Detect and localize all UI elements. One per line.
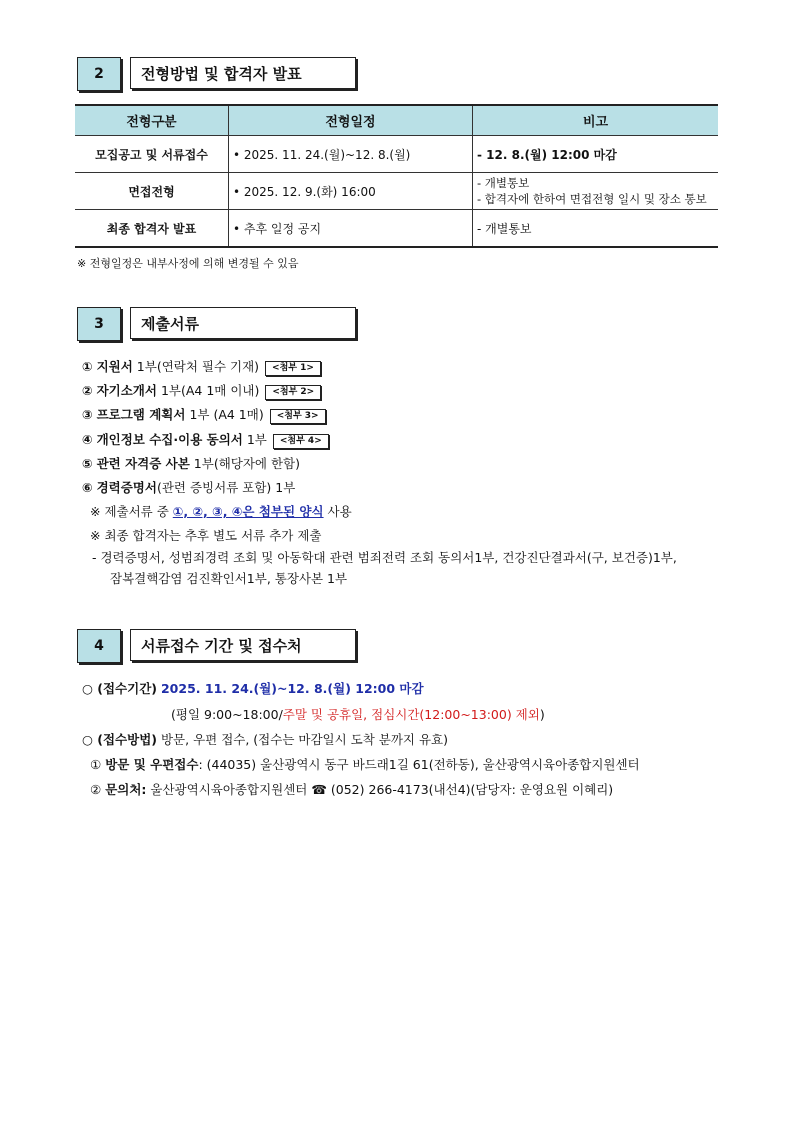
remark-line: - 12. 8.(월) 12:00 마감: [477, 147, 617, 162]
document-item: [82, 357, 321, 376]
method-line: [82, 730, 448, 748]
hours-text: (평일 9:00~18:00/: [171, 707, 283, 722]
contact-number: ②: [90, 782, 102, 797]
address-value: : (44035) 울산광역시 동구 바드래1길 61(전하동), 울산광역시육아종합지원센터: [198, 757, 640, 772]
item-number: ②: [82, 383, 93, 399]
item-number: ⑤: [82, 455, 93, 471]
stage-cell: 모집공고 및 서류접수: [75, 136, 229, 173]
schedule-cell: • 2025. 11. 24.(월)~12. 8.(월): [229, 136, 473, 173]
item-detail: 1부 (A4 1매): [185, 407, 264, 423]
section-number: 3: [77, 307, 121, 341]
column-header: 비고: [473, 105, 719, 136]
section-title: 서류접수 기간 및 접수처: [130, 629, 356, 661]
hours-exclusion: 주말 및 공휴일, 점심시간(12:00~13:00) 제외: [282, 707, 540, 722]
address-label: 방문 및 우편접수: [105, 757, 199, 772]
document-item: [82, 381, 321, 400]
contact-value: 울산광역시육아종합지원센터 ☎ (052) 266-4173(내선4)(담당자: 운영요원 이혜리): [146, 782, 614, 797]
item-name: 자기소개서: [96, 383, 157, 399]
extra-docs-line-1: - 경력증명서, 성범죄경력 조회 및 아동학대 관련 범죄전력 조회 동의서1부, 건강진단결과서(구, 보건증)1부,: [92, 550, 677, 565]
stage-cell: 면접전형: [75, 173, 229, 210]
item-detail: (관련 증빙서류 포함) 1부: [156, 480, 296, 495]
item-number: ④: [82, 431, 93, 447]
table-header-row: [75, 105, 718, 136]
column-header: 전형구분: [75, 105, 229, 136]
period-label: ○ (접수기간): [82, 681, 157, 696]
item-number: ①: [82, 359, 93, 374]
table-row: [75, 136, 718, 173]
method-value: 방문, 우편 접수, (접수는 마감일시 도착 분까지 유효): [157, 732, 448, 747]
document-item: [82, 430, 329, 449]
item-name: 프로그램 계획서: [96, 407, 186, 423]
remark-cell: [473, 173, 719, 210]
table-row: [75, 173, 718, 210]
hours-text: ): [539, 707, 545, 722]
item-name: 개인정보 수집·이용 동의서: [96, 431, 243, 447]
attachment-emphasis: ①, ②, ③, ④은 첨부된 양식: [172, 504, 324, 519]
document-item: [82, 405, 326, 424]
section-title: 전형방법 및 합격자 발표: [130, 57, 356, 89]
method-label: ○ (접수방법): [82, 732, 157, 747]
note-text: 사용: [323, 504, 352, 519]
schedule-cell: • 2025. 12. 9.(화) 16:00: [229, 173, 473, 210]
note-text: ※ 제출서류 중: [90, 504, 173, 519]
section-number: 2: [77, 57, 121, 91]
remark-line: - 합격자에 한하여 면접전형 일시 및 장소 통보: [477, 192, 707, 206]
contact-label: 문의처:: [105, 782, 147, 797]
final-docs-note: ※ 최종 합격자는 추후 별도 서류 추가 제출: [90, 528, 322, 543]
hours-line: [171, 705, 545, 723]
document-item: [82, 478, 295, 496]
attachment-note: [90, 502, 352, 520]
address-number: ①: [90, 757, 102, 772]
stage-cell: 최종 합격자 발표: [75, 210, 229, 248]
schedule-note: ※ 전형일정은 내부사정에 의해 변경될 수 있음: [77, 257, 299, 270]
remark-line: - 개별통보: [477, 176, 530, 190]
schedule-cell: • 추후 일정 공지: [229, 210, 473, 248]
item-name: 지원서: [96, 359, 133, 374]
extra-docs-line-2: 잠복결핵감염 검진확인서1부, 통장사본 1부: [110, 571, 348, 586]
period-value: 2025. 11. 24.(월)~12. 8.(월) 12:00 마감: [160, 681, 424, 696]
period-line: [82, 679, 424, 697]
section-number: 4: [77, 629, 121, 663]
remark-cell: [473, 210, 719, 248]
item-name: 경력증명서: [96, 480, 157, 495]
attachment-tag: <첨부 4>: [273, 434, 329, 449]
item-detail: 1부(연락처 필수 기재): [132, 359, 260, 374]
section-title: 제출서류: [130, 307, 356, 339]
attachment-tag: <첨부 3>: [270, 409, 326, 424]
item-number: ⑥: [82, 480, 93, 495]
item-detail: 1부(A4 1매 이내): [156, 383, 260, 399]
column-header: 전형일정: [229, 105, 473, 136]
item-name: 관련 자격증 사본: [96, 455, 190, 471]
remark-line: - 개별통보: [477, 221, 532, 236]
attachment-tag: <첨부 1>: [265, 361, 321, 376]
schedule-table: [75, 104, 718, 248]
item-detail: 1부: [242, 431, 267, 447]
address-line: [90, 755, 640, 773]
remark-cell: [473, 136, 719, 173]
contact-line: [90, 780, 613, 798]
item-detail: 1부(해당자에 한함): [189, 455, 300, 471]
item-number: ③: [82, 407, 93, 423]
attachment-tag: <첨부 2>: [265, 385, 321, 400]
document-item: [82, 454, 300, 472]
table-row: [75, 210, 718, 248]
